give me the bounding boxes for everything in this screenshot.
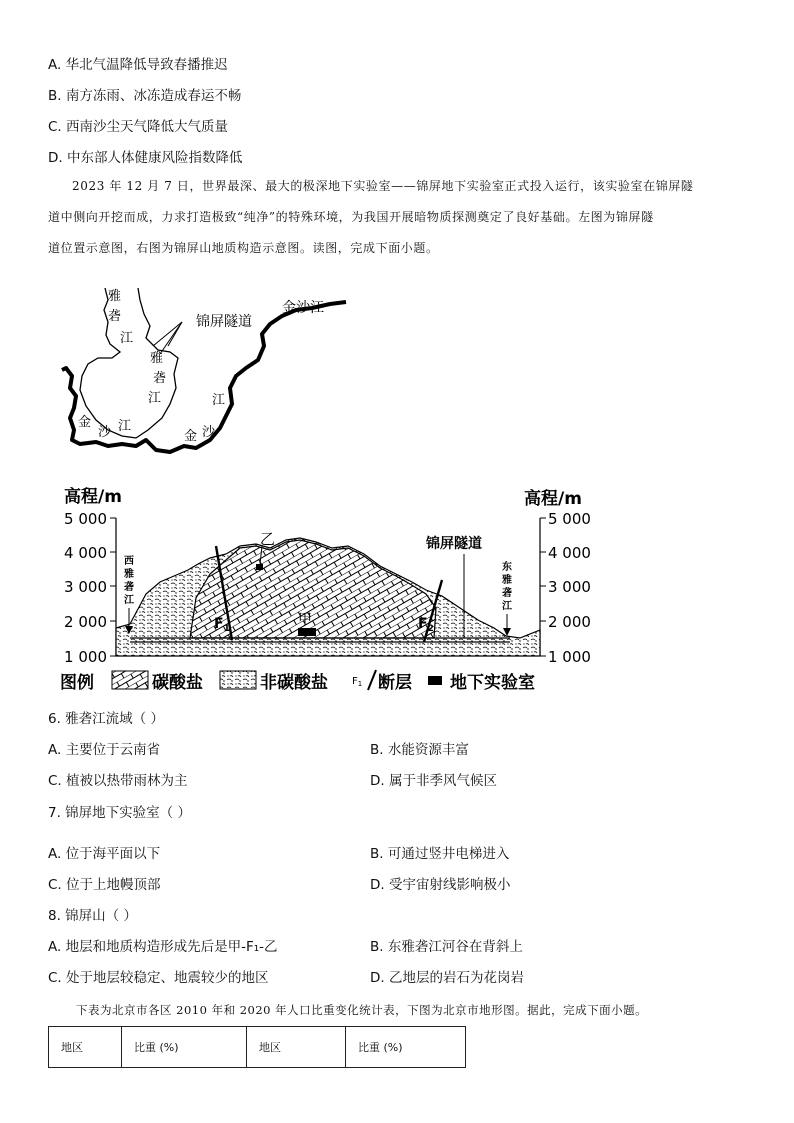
map-label-yalong: 江 <box>120 331 134 346</box>
y-axis-label-left: 高程/m <box>64 487 122 507</box>
q7-option-b: B. 可通过竖井电梯进入 <box>370 846 510 862</box>
tick-label: 1 000 <box>64 648 107 666</box>
map-label-jinsha: 金沙江 <box>282 300 324 316</box>
label-f2: $F_2$ <box>418 616 434 634</box>
passage-beijing: 下表为北京市各区 2010 年和 2020 年人口比重变化统计表，下图为北京市地形图。据此，完成下面小题。 <box>76 1003 648 1017</box>
q7-option-d: D. 受宇宙射线影响极小 <box>370 877 511 893</box>
geology-cross-section <box>50 478 750 710</box>
q6-option-a: A. 主要位于云南省 <box>48 742 161 758</box>
table-header-cell: 比重 (%) <box>122 1027 247 1068</box>
q6-option-d: D. 属于非季风气候区 <box>370 773 497 789</box>
legend-noncarbonate-swatch <box>220 671 256 689</box>
tick-label: 2 000 <box>64 613 107 631</box>
q7-stem: 7. 锦屏地下实验室（ ） <box>48 805 191 821</box>
tick-label: 1 000 <box>548 648 591 666</box>
passage-line: 道中侧向开挖而成，力求打造极致“纯净”的特殊环境，为我国开展暗物质探测奠定了良好基础。左图为锦屏隧 <box>48 210 654 224</box>
tick-label: 2 000 <box>548 613 591 631</box>
passage-line: 道位置示意图，右图为锦屏山地质构造示意图。读图，完成下面小题。 <box>48 241 439 255</box>
svg-text:东: 东 <box>502 562 512 573</box>
q8-option-c: C. 处于地层较稳定、地震较少的地区 <box>48 970 269 986</box>
q8-option-b: B. 东雅砻江河谷在背斜上 <box>370 939 523 955</box>
svg-text:雅: 雅 <box>502 575 512 586</box>
q7-option-c: C. 位于上地幔顶部 <box>48 877 161 893</box>
tick-label: 4 000 <box>64 544 107 562</box>
table-header-cell: 比重 (%) <box>346 1027 466 1068</box>
map-label-jinsha: 沙 <box>202 425 216 440</box>
map-label-yalong: 雅 <box>150 351 164 366</box>
table-header-cell: 地区 <box>49 1027 122 1068</box>
y-axis-label-right: 高程/m <box>524 489 582 509</box>
legend-carbonate-swatch <box>112 671 148 689</box>
left-axis <box>64 510 116 666</box>
q8-stem: 8. 锦屏山（ ） <box>48 908 137 924</box>
svg-text:江: 江 <box>502 601 512 612</box>
q7-option-a: A. 位于海平面以下 <box>48 846 161 862</box>
label-jia: 甲 <box>298 612 312 628</box>
q6-option-b: B. 水能资源丰富 <box>370 742 469 758</box>
population-table <box>48 1026 466 1068</box>
svg-text:西: 西 <box>124 556 134 567</box>
q8-option-a: A. 地层和地质构造形成先后是甲-F₁-乙 <box>48 939 278 955</box>
q5-option-d: D. 中东部人体健康风险指数降低 <box>48 150 243 166</box>
label-yi: 乙 <box>260 530 276 548</box>
tunnel-location-map <box>50 280 350 470</box>
legend-title: 图例 <box>60 673 94 693</box>
q6-option-c: C. 植被以热带雨林为主 <box>48 773 188 789</box>
q5-option-c: C. 西南沙尘天气降低大气质量 <box>48 119 229 135</box>
west-river-label <box>123 554 135 606</box>
underground-lab-marker <box>298 628 316 636</box>
map-label-jinsha: 沙 <box>98 425 112 440</box>
q5-option-a: A. 华北气温降低导致春播推迟 <box>48 57 228 73</box>
legend-lab-swatch <box>428 676 442 685</box>
map-label-yalong: 砻 <box>153 371 167 386</box>
legend-fault-swatch <box>368 670 376 690</box>
map-label-jinsha: 金 <box>78 415 92 430</box>
q8-option-d: D. 乙地层的岩石为花岗岩 <box>370 970 524 986</box>
map-label-jinsha: 金 <box>184 429 198 444</box>
tick-label: 4 000 <box>548 544 591 562</box>
label-f1: $F_1$ <box>214 616 230 634</box>
svg-text:砻: 砻 <box>502 588 512 599</box>
svg-text:江: 江 <box>124 595 134 606</box>
right-axis <box>540 510 591 666</box>
map-label-tunnel: 锦屏隧道 <box>196 314 252 330</box>
tick-label: 3 000 <box>64 578 107 596</box>
point-yi-marker <box>256 564 263 570</box>
tick-label: 5 000 <box>548 510 591 528</box>
map-label-yalong: 江 <box>148 391 162 406</box>
map-label-jinsha: 江 <box>118 419 132 434</box>
legend-lab: 地下实验室 <box>450 673 535 693</box>
map-label-yalong: 雅 <box>108 289 122 304</box>
tunnel-label: 锦屏隧道 <box>426 536 482 552</box>
tick-label: 3 000 <box>548 578 591 596</box>
table-header-row <box>49 1027 466 1068</box>
q6-stem: 6. 雅砻江流域（ ） <box>48 711 164 727</box>
legend-carbonate: 碳酸盐 <box>152 673 203 693</box>
legend <box>60 670 535 693</box>
svg-text:雅: 雅 <box>124 569 134 580</box>
legend-fault: 断层 <box>378 673 412 693</box>
map-label-yalong: 砻 <box>108 309 122 324</box>
legend-fault-code: $F_1$ <box>352 676 363 688</box>
legend-noncarbonate: 非碳酸盐 <box>260 673 328 693</box>
passage-line: 2023 年 12 月 7 日，世界最深、最大的极深地下实验室——锦屏地下实验室正式投入运行，该实验室在锦屏隧 <box>72 179 694 193</box>
map-label-jinsha: 江 <box>212 393 226 408</box>
tick-label: 5 000 <box>64 510 107 528</box>
svg-text:砻: 砻 <box>124 582 134 593</box>
q5-option-b: B. 南方冻雨、冰冻造成春运不畅 <box>48 88 242 104</box>
yalong-river-outline <box>80 288 178 438</box>
east-river-label <box>501 560 513 612</box>
table-header-cell: 地区 <box>247 1027 346 1068</box>
passage-jinping <box>48 171 758 264</box>
